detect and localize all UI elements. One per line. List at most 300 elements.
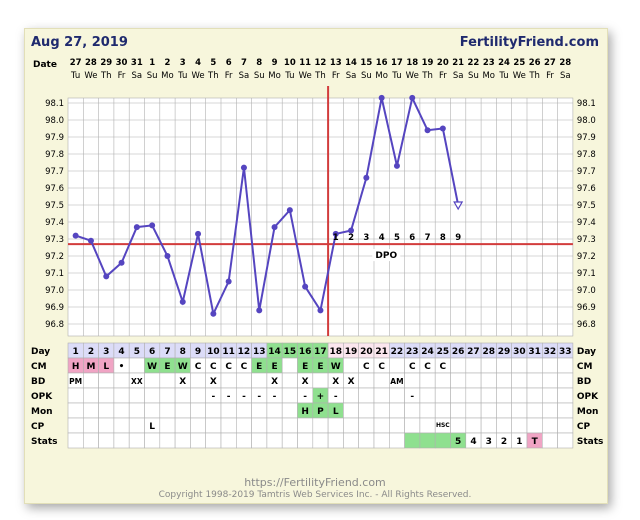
row-label-bd: BD xyxy=(31,377,46,387)
row-value-cm: E xyxy=(302,362,309,372)
row-cell xyxy=(114,433,129,448)
row-cell xyxy=(451,418,466,433)
y-tick-right: 97.8 xyxy=(576,150,596,160)
row-cell xyxy=(527,388,542,403)
row-label-cp: CP xyxy=(31,422,45,432)
date-label: 10 xyxy=(283,58,296,68)
row-value-stats: 5 xyxy=(455,437,462,447)
day-number: 19 xyxy=(344,347,358,357)
temperature-point xyxy=(394,163,400,169)
row-cell xyxy=(313,373,328,388)
row-cell xyxy=(512,358,527,373)
row-cell xyxy=(206,418,221,433)
row-cell xyxy=(114,418,129,433)
row-cell xyxy=(558,373,573,388)
row-label-right-cp: CP xyxy=(576,422,591,432)
day-number: 8 xyxy=(179,347,186,357)
row-cell xyxy=(328,433,343,448)
row-cell xyxy=(558,388,573,403)
temperature-point xyxy=(287,207,293,213)
row-cell xyxy=(496,418,511,433)
day-number: 1 xyxy=(72,347,79,357)
row-cell xyxy=(114,388,129,403)
header-brand: FertilityFriend.com xyxy=(459,35,599,50)
row-value-cm: • xyxy=(118,362,125,372)
row-cell xyxy=(236,433,251,448)
y-tick-left: 96.9 xyxy=(45,303,64,313)
row-cell xyxy=(405,403,420,418)
row-cell xyxy=(343,433,358,448)
temperature-point xyxy=(363,175,369,181)
day-number: 15 xyxy=(283,347,297,357)
date-label: 17 xyxy=(391,58,403,68)
day-number: 12 xyxy=(237,347,251,357)
temperature-point xyxy=(440,126,446,132)
date-label: 12 xyxy=(314,58,327,68)
weekday-label: Sa xyxy=(452,71,464,81)
weekday-label: Th xyxy=(208,71,219,81)
row-cell xyxy=(496,403,511,418)
temperature-point xyxy=(88,238,94,244)
weekday-label: Sa xyxy=(559,71,571,81)
row-value-stats: 4 xyxy=(470,437,477,447)
weekday-label: Mo xyxy=(268,71,281,81)
weekday-label: Th xyxy=(529,71,540,81)
header-date: Aug 27, 2019 xyxy=(31,35,128,50)
y-tick-right: 97.3 xyxy=(576,235,596,245)
day-number: 25 xyxy=(436,347,450,357)
row-cell xyxy=(435,373,450,388)
row-cell xyxy=(558,358,573,373)
row-value-cm: E xyxy=(317,362,324,372)
temperature-point xyxy=(425,127,431,133)
row-cell xyxy=(282,373,297,388)
y-tick-left: 97.5 xyxy=(45,201,64,211)
temperature-point xyxy=(134,224,140,230)
row-cell xyxy=(451,358,466,373)
row-value-cp: HSC xyxy=(435,422,450,429)
row-cell xyxy=(420,418,435,433)
weekday-label: Fr xyxy=(117,71,126,81)
weekday-label: Fr xyxy=(438,71,447,81)
day-number: 5 xyxy=(133,347,140,357)
row-cell xyxy=(420,373,435,388)
temperature-point xyxy=(317,307,323,313)
temperature-point xyxy=(409,95,415,101)
day-row-label: Day xyxy=(31,347,51,357)
weekday-label: Th xyxy=(422,71,433,81)
temperature-point xyxy=(379,95,385,101)
row-cell xyxy=(558,403,573,418)
weekday-label: Fr xyxy=(331,71,340,81)
date-label: 26 xyxy=(528,58,541,68)
row-value-bd: XX xyxy=(131,377,143,386)
weekday-label: Su xyxy=(146,71,158,81)
row-cell xyxy=(542,388,557,403)
day-number: 16 xyxy=(298,347,312,357)
weekday-label: Th xyxy=(100,71,112,81)
row-cell xyxy=(466,358,481,373)
date-label: 28 xyxy=(85,58,97,68)
row-cell xyxy=(160,403,175,418)
row-value-cp: L xyxy=(149,422,156,432)
row-cell xyxy=(313,418,328,433)
row-cell xyxy=(343,418,358,433)
row-value-opk: - xyxy=(272,392,277,402)
row-cell xyxy=(481,403,496,418)
temperature-point xyxy=(149,222,155,228)
row-label-right-stats: Stats xyxy=(576,437,604,447)
row-cell xyxy=(160,433,175,448)
day-number: 13 xyxy=(252,347,266,357)
row-cell xyxy=(527,403,542,418)
y-tick-right: 98.1 xyxy=(576,99,596,109)
row-cell xyxy=(114,403,129,418)
date-label: 24 xyxy=(498,58,510,68)
date-label: 18 xyxy=(406,58,419,68)
row-cell xyxy=(99,373,114,388)
row-cell xyxy=(389,418,404,433)
row-cell xyxy=(267,433,282,448)
y-tick-right: 97.7 xyxy=(576,167,596,177)
y-tick-left: 97.4 xyxy=(45,218,64,228)
temperature-point xyxy=(272,224,278,230)
row-cell xyxy=(145,403,160,418)
row-cell xyxy=(83,373,98,388)
date-label: 27 xyxy=(544,58,556,68)
weekday-label: Tu xyxy=(499,71,509,81)
row-value-bd: AM xyxy=(390,377,404,386)
row-value-opk: - xyxy=(242,392,246,402)
date-row-label: Date xyxy=(33,60,57,70)
row-label-right-bd: BD xyxy=(576,377,592,387)
weekday-label: Sa xyxy=(238,71,250,81)
dpo-label: DPO xyxy=(375,251,398,262)
y-tick-left: 97.7 xyxy=(45,167,64,177)
chart xyxy=(25,29,607,503)
row-cell xyxy=(221,433,236,448)
row-cell xyxy=(389,403,404,418)
row-cell xyxy=(496,373,511,388)
date-label: 20 xyxy=(436,58,449,68)
day-number: 31 xyxy=(528,347,541,357)
date-label: 28 xyxy=(559,58,572,68)
day-number: 22 xyxy=(390,347,404,357)
row-cell xyxy=(267,403,282,418)
row-cell xyxy=(359,373,374,388)
row-value-stats: 2 xyxy=(500,437,508,447)
row-cell xyxy=(496,388,511,403)
row-cell xyxy=(374,418,389,433)
row-cell xyxy=(451,403,466,418)
row-value-bd: PM xyxy=(69,377,83,386)
row-cell xyxy=(359,388,374,403)
row-cell xyxy=(527,373,542,388)
row-value-cm: W xyxy=(147,362,158,372)
row-value-cm: C xyxy=(439,362,447,372)
date-label: 19 xyxy=(421,58,434,68)
row-value-opk: - xyxy=(303,392,308,402)
date-label: 21 xyxy=(452,58,465,68)
row-cell xyxy=(282,388,297,403)
row-cell xyxy=(359,433,374,448)
row-cell xyxy=(328,418,343,433)
row-cell xyxy=(481,373,496,388)
row-cell xyxy=(558,418,573,433)
row-cell xyxy=(359,403,374,418)
row-value-cm: H xyxy=(71,362,80,372)
dpo-number: 9 xyxy=(455,233,462,244)
row-cell xyxy=(252,418,267,433)
weekday-label: We xyxy=(191,71,205,81)
row-cell xyxy=(129,418,144,433)
row-cell xyxy=(343,358,358,373)
row-cell xyxy=(221,373,236,388)
y-tick-right: 97.2 xyxy=(576,252,596,262)
row-cell xyxy=(542,433,557,448)
weekday-label: We xyxy=(84,71,98,81)
date-label: 13 xyxy=(329,58,342,68)
temperature-point xyxy=(210,311,216,317)
row-cell xyxy=(252,373,267,388)
dpo-number: 5 xyxy=(393,233,400,244)
date-label: 15 xyxy=(360,58,373,68)
row-cell xyxy=(206,433,221,448)
row-cell xyxy=(527,418,542,433)
row-cell xyxy=(190,388,205,403)
row-label-right-opk: OPK xyxy=(576,392,599,402)
day-row-label-right: Day xyxy=(576,347,597,357)
row-cell xyxy=(129,358,144,373)
y-tick-left: 98.0 xyxy=(45,116,64,126)
y-tick-left: 97.9 xyxy=(45,133,64,143)
weekday-label: Th xyxy=(315,71,326,81)
row-cell xyxy=(175,388,190,403)
temperature-point xyxy=(180,299,186,305)
temperature-point xyxy=(302,284,308,290)
day-number: 9 xyxy=(194,347,202,357)
row-cell xyxy=(389,433,404,448)
row-value-cm: C xyxy=(408,362,416,372)
row-cell xyxy=(236,373,251,388)
row-cell xyxy=(496,358,511,373)
row-value-bd: X xyxy=(271,377,279,387)
row-cell xyxy=(99,403,114,418)
row-cell xyxy=(558,433,573,448)
y-tick-right: 97.1 xyxy=(576,269,596,279)
day-number: 17 xyxy=(314,347,327,357)
row-value-mon: H xyxy=(301,407,309,417)
row-cell xyxy=(542,418,557,433)
row-value-cm: E xyxy=(256,362,263,372)
weekday-label: Fr xyxy=(224,71,233,81)
row-label-cm: CM xyxy=(31,362,47,372)
temperature-point xyxy=(195,231,201,237)
date-label: 31 xyxy=(130,58,143,68)
weekday-label: We xyxy=(298,71,312,81)
row-cell xyxy=(160,373,175,388)
row-cell xyxy=(190,403,205,418)
row-cell xyxy=(343,403,358,418)
row-value-opk: - xyxy=(333,392,338,402)
row-cell xyxy=(451,388,466,403)
row-value-stats: T xyxy=(531,437,538,447)
row-cell xyxy=(405,433,420,448)
row-label-right-cm: CM xyxy=(576,362,593,372)
day-number: 27 xyxy=(467,347,480,357)
row-cell xyxy=(481,388,496,403)
row-value-cm: C xyxy=(210,362,217,372)
weekday-label: Mo xyxy=(375,71,388,81)
row-cell xyxy=(282,358,297,373)
date-label: 9 xyxy=(271,58,278,68)
day-number: 2 xyxy=(87,347,95,357)
weekday-label: Su xyxy=(360,71,372,81)
weekday-label: Tu xyxy=(392,71,402,81)
row-cell xyxy=(160,418,175,433)
row-cell xyxy=(114,373,129,388)
day-number: 20 xyxy=(360,347,373,357)
dpo-number: 2 xyxy=(348,233,355,244)
temperature-point xyxy=(241,165,247,171)
date-label: 5 xyxy=(210,58,217,68)
day-number: 4 xyxy=(118,347,125,357)
row-cell xyxy=(405,418,420,433)
dpo-number: 4 xyxy=(378,233,385,244)
row-cell xyxy=(175,418,190,433)
day-number: 30 xyxy=(513,347,526,357)
row-cell xyxy=(313,433,328,448)
row-cell xyxy=(175,403,190,418)
row-cell xyxy=(175,433,190,448)
weekday-label: Tu xyxy=(178,71,188,81)
row-cell xyxy=(83,418,98,433)
temperature-point xyxy=(119,260,125,266)
weekday-label: Su xyxy=(468,71,479,81)
y-tick-left: 96.8 xyxy=(45,320,64,330)
row-value-bd: X xyxy=(332,377,340,387)
date-label: 23 xyxy=(482,58,495,68)
weekday-label: Tu xyxy=(285,71,295,81)
weekday-label: Fr xyxy=(546,71,554,81)
y-tick-left: 97.0 xyxy=(45,286,64,296)
row-value-cm: C xyxy=(378,362,385,372)
date-label: 22 xyxy=(467,58,480,68)
y-tick-right: 97.4 xyxy=(576,218,596,228)
row-cell xyxy=(374,373,389,388)
row-label-stats: Stats xyxy=(31,437,58,447)
row-cell xyxy=(512,418,527,433)
date-label: 2 xyxy=(164,58,171,68)
row-value-mon: L xyxy=(332,407,339,417)
row-cell xyxy=(512,388,527,403)
row-value-cm: C xyxy=(240,362,248,372)
day-number: 18 xyxy=(329,347,343,357)
row-cell xyxy=(435,433,450,448)
y-tick-right: 96.9 xyxy=(576,303,596,313)
row-value-cm: E xyxy=(164,362,171,372)
row-cell xyxy=(389,358,404,373)
weekday-label: Sa xyxy=(345,71,357,81)
weekday-label: Sa xyxy=(131,71,143,81)
dpo-number: 7 xyxy=(424,233,431,244)
row-value-opk: - xyxy=(211,392,216,402)
row-value-cm: E xyxy=(271,362,278,372)
date-label: 11 xyxy=(299,58,312,68)
row-cell xyxy=(267,418,282,433)
row-value-stats: 3 xyxy=(485,437,492,447)
date-label: 14 xyxy=(345,58,357,68)
date-label: 25 xyxy=(513,58,526,68)
row-cell xyxy=(374,388,389,403)
date-label: 4 xyxy=(195,58,202,68)
row-cell xyxy=(298,418,313,433)
row-cell xyxy=(435,403,450,418)
row-cell xyxy=(282,418,297,433)
dpo-number: 1 xyxy=(332,233,339,244)
row-value-opk: + xyxy=(316,392,325,402)
day-number: 33 xyxy=(558,347,572,357)
footer-copyright: Copyright 1998-2019 Tamtris Web Services Inc. - All Rights Reserved. xyxy=(158,490,472,500)
row-cell xyxy=(542,373,557,388)
day-number: 32 xyxy=(543,347,557,357)
y-tick-right: 96.8 xyxy=(576,320,596,330)
row-cell xyxy=(252,403,267,418)
y-tick-left: 97.1 xyxy=(45,269,64,279)
temperature-point xyxy=(164,253,170,259)
y-tick-left: 97.6 xyxy=(45,184,64,194)
row-value-opk: - xyxy=(257,392,262,402)
row-value-cm: L xyxy=(103,362,110,372)
day-number: 10 xyxy=(207,347,220,357)
row-cell xyxy=(435,388,450,403)
row-cell xyxy=(68,403,83,418)
chart-card xyxy=(24,28,608,504)
date-label: 7 xyxy=(240,58,247,68)
row-cell xyxy=(466,373,481,388)
row-cell xyxy=(481,418,496,433)
row-cell xyxy=(145,388,160,403)
temperature-point xyxy=(103,273,109,279)
row-cell xyxy=(221,403,236,418)
footer-url[interactable]: https://FertilityFriend.com xyxy=(244,476,386,489)
weekday-label: We xyxy=(405,71,419,81)
row-value-cm: W xyxy=(330,362,341,372)
row-cell xyxy=(160,388,175,403)
row-cell xyxy=(236,403,251,418)
row-cell xyxy=(83,403,98,418)
row-cell xyxy=(68,433,83,448)
row-cell xyxy=(99,418,114,433)
day-number: 28 xyxy=(482,347,496,357)
row-value-opk: - xyxy=(226,392,231,402)
y-tick-left: 97.3 xyxy=(45,235,64,245)
row-cell xyxy=(359,418,374,433)
date-label: 30 xyxy=(115,58,128,68)
weekday-label: Mo xyxy=(482,71,496,81)
row-cell xyxy=(420,433,435,448)
y-tick-left: 97.8 xyxy=(45,150,64,160)
row-cell xyxy=(236,418,251,433)
row-cell xyxy=(451,373,466,388)
day-number: 23 xyxy=(405,347,419,357)
row-cell xyxy=(190,373,205,388)
dpo-number: 8 xyxy=(439,233,446,244)
dpo-number: 3 xyxy=(363,233,370,244)
row-value-bd: X xyxy=(347,377,355,387)
row-value-cm: C xyxy=(225,362,232,372)
row-cell xyxy=(99,433,114,448)
